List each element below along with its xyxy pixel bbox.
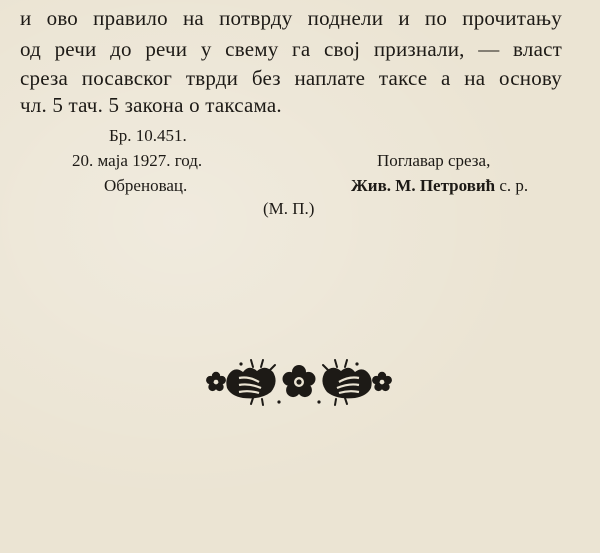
paragraph-line-1: и ово правило на потврду поднели и по прочитању (20, 6, 562, 30)
paragraph-line-4: чл. 5 тач. 5 закона о таксама. (20, 93, 282, 117)
signer-suffix: с. р. (495, 176, 529, 195)
signature-line (351, 176, 528, 196)
paragraph-line-3: среза посавског тврди без наплате таксе а на основу (20, 66, 562, 90)
floral-ornament-icon (205, 356, 393, 408)
seal-placeholder: (М. П.) (263, 199, 315, 218)
paragraph-line-2: од речи до речи у свему га свој признали, — власт (20, 37, 562, 61)
document-date: 20. маја 1927. год. (72, 151, 203, 170)
document-number: Бр. 10.451. (109, 126, 187, 145)
signer-name: Жив. М. Петровић (351, 176, 496, 195)
document-place: Обреновац. (104, 176, 188, 195)
signer-title: Поглавар среза, (377, 151, 491, 170)
